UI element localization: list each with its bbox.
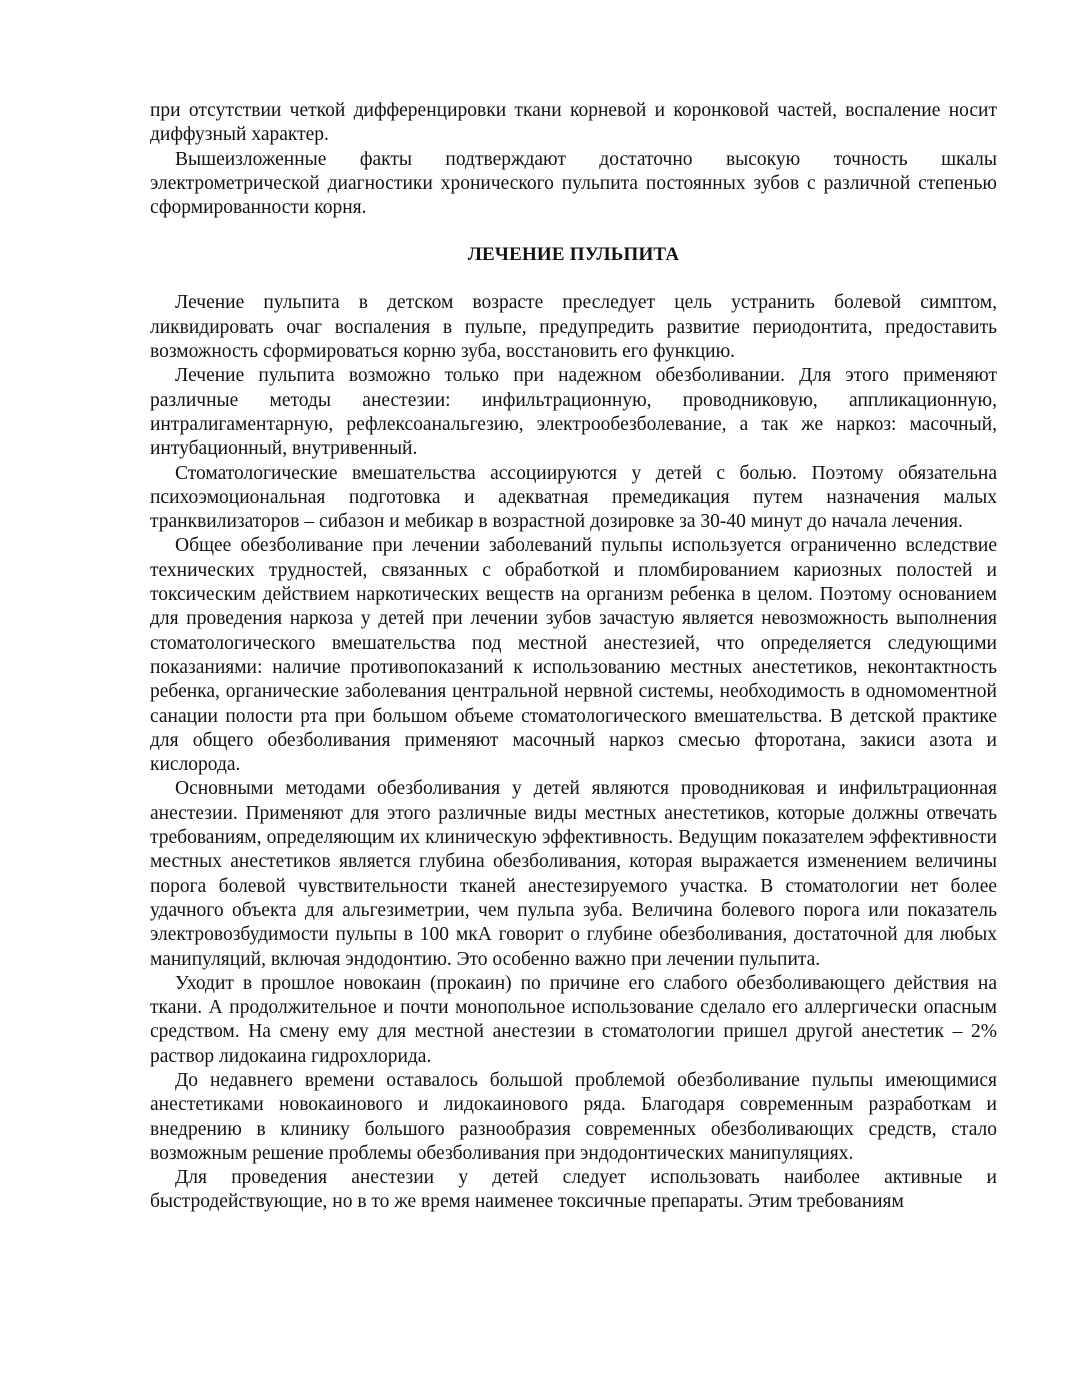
continued-paragraph: при отсутствии четкой дифференцировки ткани корневой и коронковой частей, воспаление носит диффузный характер. [150, 100, 997, 146]
paragraph: Стоматологические вмешательства ассоциируются у детей с болью. Поэтому обязательна психоэмоциональная подготовка и адекватная премедикация путем назначения малых транквилизаторов – сибазон и мебикар в возрастной дозировке за 30-40 минут до начала лечения. [150, 462, 997, 533]
paragraph: До недавнего времени оставалось большой проблемой обезболивание пульпы имеющимися анестетиками новокаинового и лидокаинового ряда. Благодаря современным разработкам и внедрению в клинику большого разнообразия современных обезболивающих средств, стало возможным решение проблемы обезболивания при эндодонтических манипуляциях. [150, 1069, 997, 1164]
paragraph: Лечение пульпита в детском возрасте преследует цель устранить болевой симптом, ликвидировать очаг воспаления в пульпе, предупредить развитие периодонтита, предоставить возможность сформироваться корню зуба, восстановить его функцию. [150, 292, 997, 363]
paragraph: Лечение пульпита возможно только при надежном обезболивании. Для этого применяют различные методы анестезии: инфильтрационную, проводниковую, аппликационную, интралигаментарную, рефлексоанальгезию, электрообезболевание, а так же наркоз: масочный, интубационный, внутривенный. [150, 365, 997, 460]
document-page [150, 99, 997, 1215]
paragraph: Основными методами обезболивания у детей являются проводниковая и инфильтрационная анестезии. Применяют для этого различные виды местных анестетиков, которые должны отвечать требованиям, определяющим их клиническую эффективность. Ведущим показателем эффективности местных анестетиков является глубина обезболивания, которая выражается изменением величины порога болевой чувствительности тканей анестезируемого участка. В стоматологии нет более удачного объекта для альгезиметрии, чем пульпа зуба. Величина болевого порога или показатель электровозбудимости пульпы в 100 мкА говорит о глубине обезболивания, достаточной для любых манипуляций, включая эндодонтию. Это особенно важно при лечении пульпита. [150, 778, 997, 970]
paragraph: Уходит в прошлое новокаин (прокаин) по причине его слабого обезболивающего действия на ткани. А продолжительное и почти монопольное использование сделало его аллергически опасным средством. На смену ему для местной анестезии в стоматологии пришел другой анестетик – 2% раствор лидокаина гидрохлорида. [150, 972, 997, 1067]
paragraph: Общее обезболивание при лечении заболеваний пульпы используется ограниченно вследствие технических трудностей, связанных с обработкой и пломбированием кариозных полостей и токсическим действием наркотических веществ на организм ребенка в целом. Поэтому основанием для проведения наркоза у детей при лечении зубов зачастую является невозможность выполнения стоматологического вмешательства под местной анестезией, что определяется следующими показаниями: наличие противопоказаний к использованию местных анестетиков, неконтактность ребенка, органические заболевания центральной нервной системы, необходимость в одномоментной санации полости рта при большом объеме стоматологического вмешательства. В детской практике для общего обезболивания применяют масочный наркоз смесью фторотана, закиси азота и кислорода. [150, 535, 997, 776]
paragraph: Для проведения анестезии у детей следует использовать наиболее активные и быстродействующие, но в то же время наименее токсичные препараты. Этим требованиям [150, 1167, 997, 1213]
paragraph: Вышеизложенные факты подтверждают достаточно высокую точность шкалы электрометрической диагностики хронического пульпита постоянных зубов с различной степенью сформированности корня. [150, 148, 997, 219]
section-heading: ЛЕЧЕНИЕ ПУЛЬПИТА [467, 244, 680, 266]
